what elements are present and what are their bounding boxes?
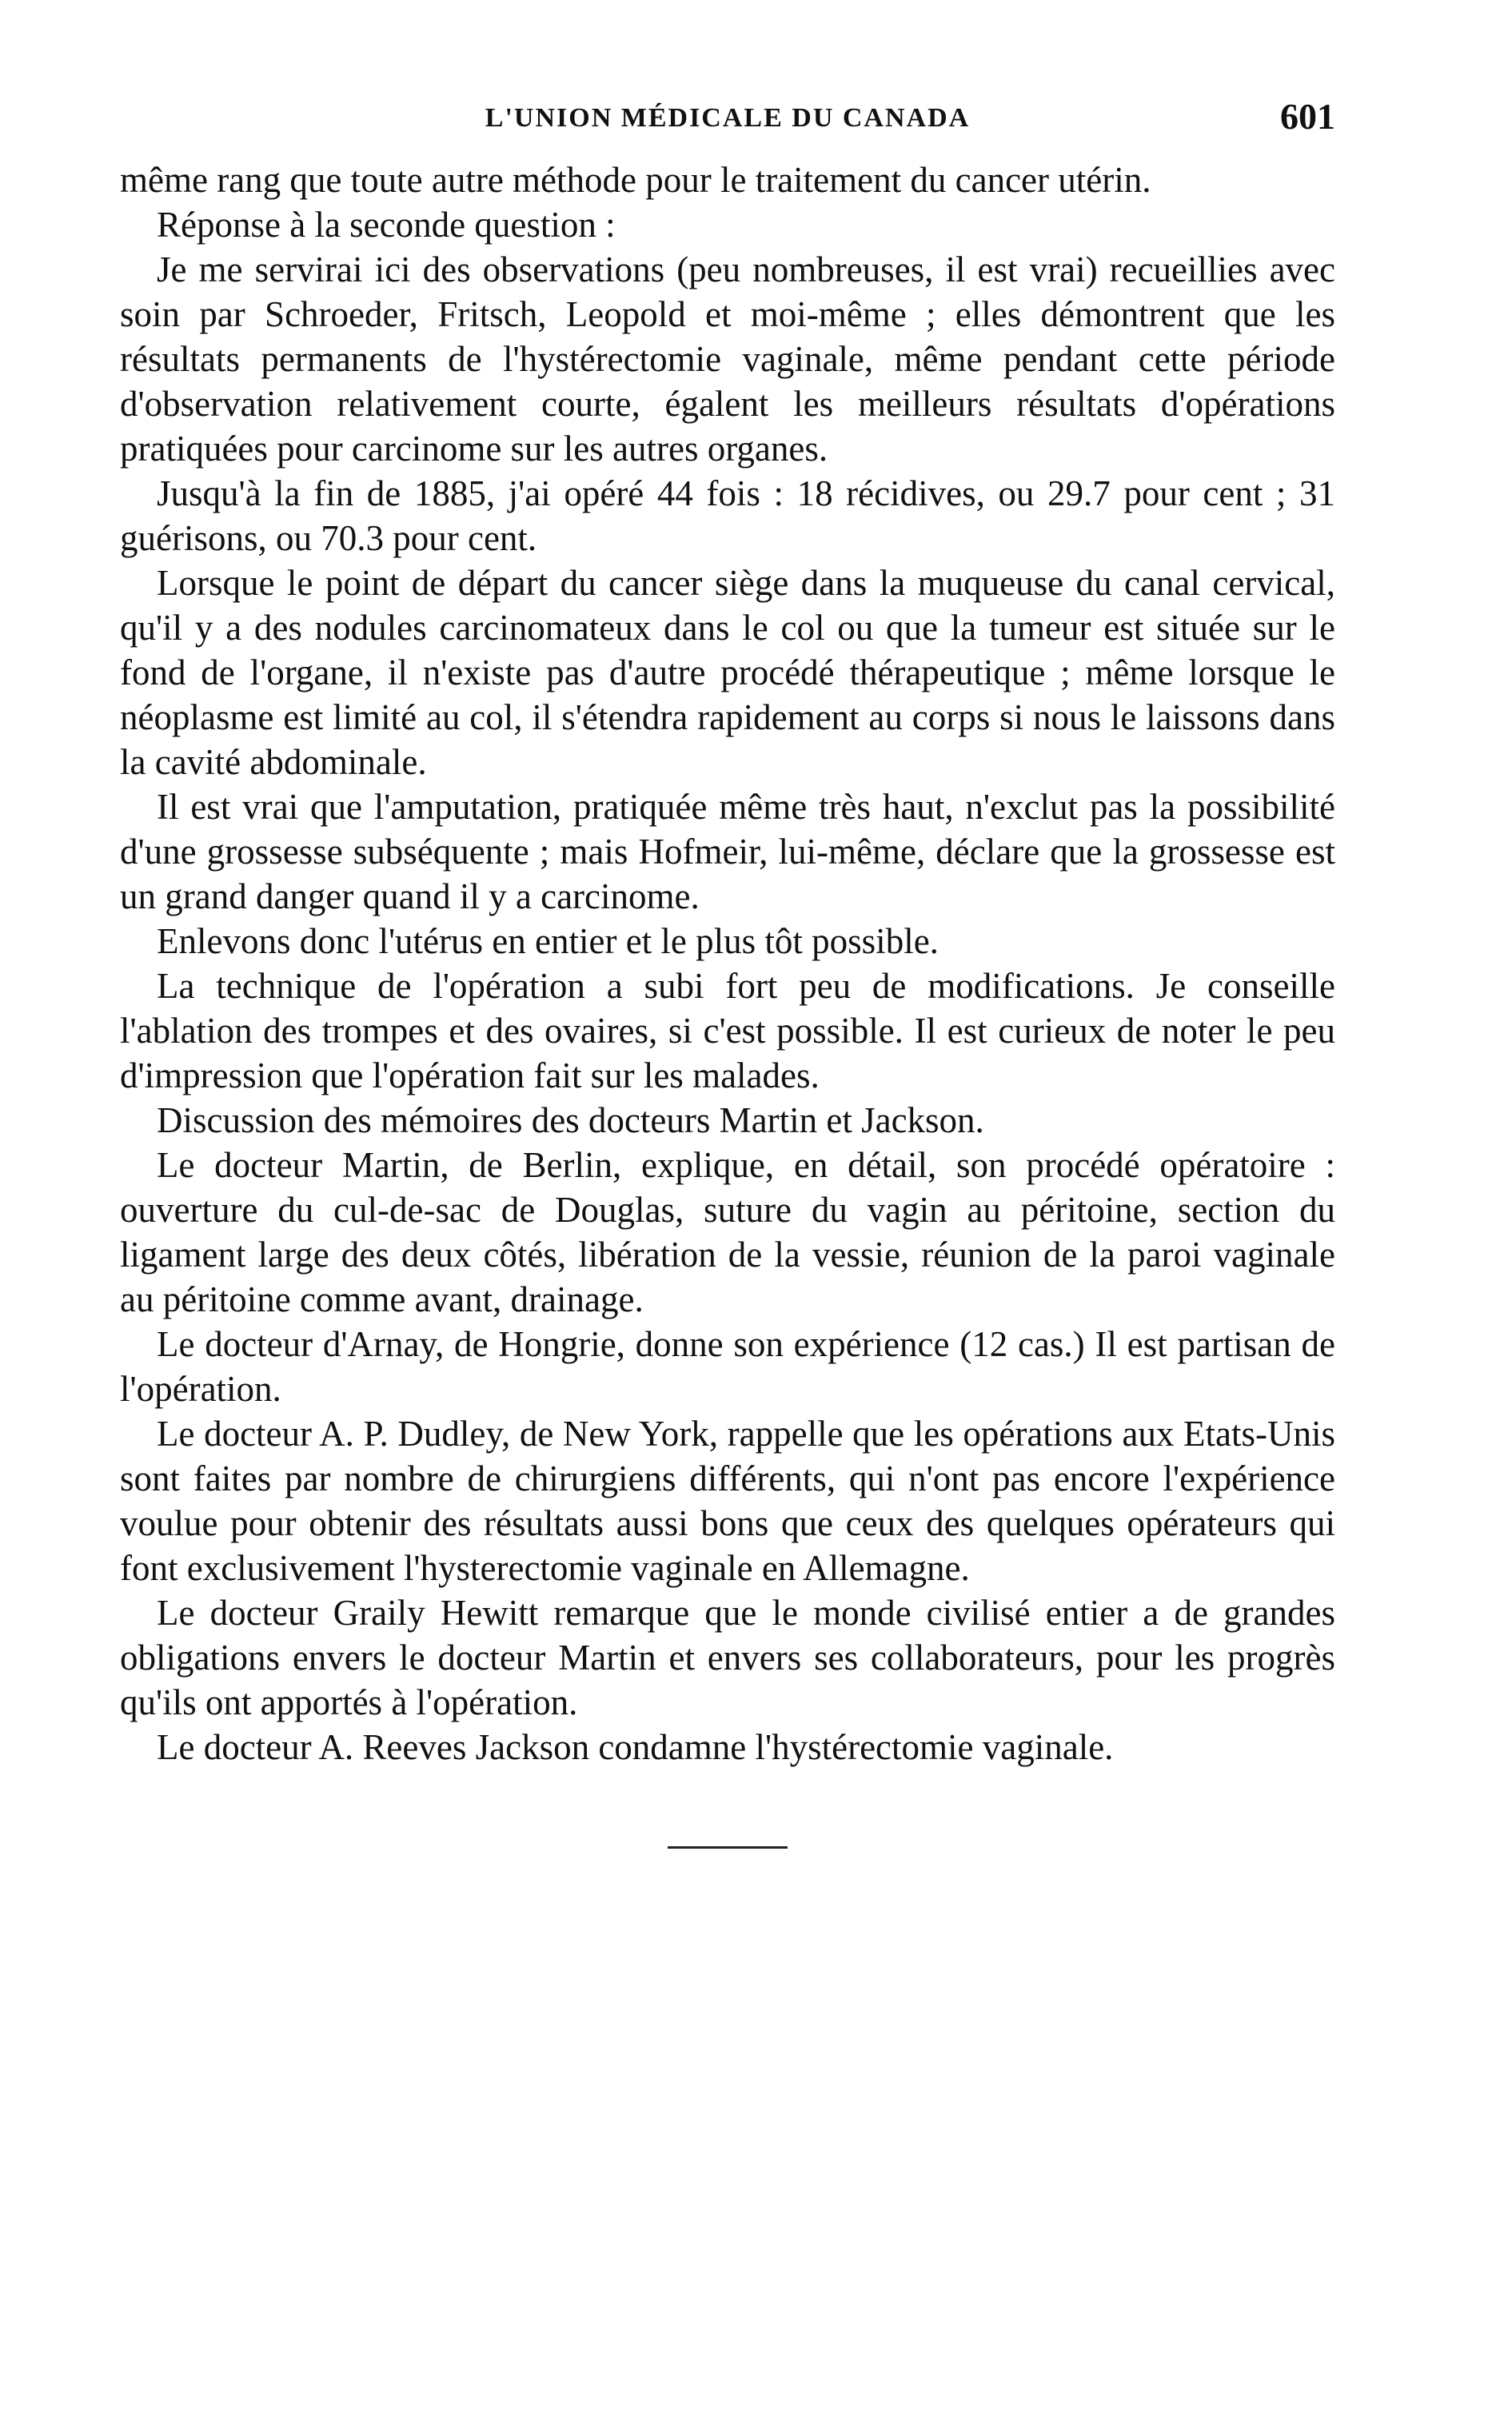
paragraph-jackson: Le docteur A. Reeves Jackson condamne l'hystérectomie vaginale. [157, 1727, 1114, 1767]
running-title: L'UNION MÉDICALE DU CANADA [485, 103, 971, 133]
paragraph-results: Jusqu'à la fin de 1885, j'ai opéré 44 fois : 18 récidives, ou 29.7 pour cent ; 31 guérisons, ou 70.3 pour cent. [120, 473, 1335, 558]
paragraph-technique: La technique de l'opération a subi fort peu de modifications. Je conseille l'ablation des trompes et des ovaires, si c'est possible. Il est curieux de noter le peu d'impression que l'opération fait sur les malades. [120, 966, 1335, 1095]
paragraph-continuation: même rang que toute autre méthode pour le traitement du cancer utérin. [120, 160, 1151, 200]
paragraph-discussion: Discussion des mémoires des docteurs Martin et Jackson. [157, 1100, 984, 1140]
page-number: 601 [1280, 96, 1335, 137]
paragraph-cervical-cancer: Lorsque le point de départ du cancer siège dans la muqueuse du canal cervical, qu'il y a des nodules carcinomateux dans le col ou que la tumeur est située sur le fond de l'organe, il n'existe pas d'autre procédé thérapeutique ; même lorsque le néoplasme est limité au col, il s'étendra rapidement au corps si nous le laissons dans la cavité abdominale. [120, 563, 1335, 782]
paragraph-remove-uterus: Enlevons donc l'utérus en entier et le plus tôt possible. [157, 921, 939, 961]
paragraph-dudley: Le docteur A. P. Dudley, de New York, rappelle que les opérations aux Etats-Unis sont faites par nombre de chirurgiens différents, qui n'ont pas encore l'expérience voulue pour obtenir des résultats aussi bons que ceux des quelques opérateurs qui font exclusivement l'hysterectomie vaginale en Allemagne. [120, 1414, 1335, 1588]
running-header [120, 92, 1335, 148]
paragraph-martin: Le docteur Martin, de Berlin, explique, en détail, son procédé opératoire : ouverture du cul-de-sac de Douglas, suture du vagin au péritoine, section du ligament large des deux côtés, libération de la vessie, réunion de la paroi vaginale au péritoine comme avant, drainage. [120, 1145, 1335, 1319]
paragraph-amputation: Il est vrai que l'amputation, pratiquée même très haut, n'exclut pas la possibilité d'une grossesse subséquente ; mais Hofmeir, lui-même, déclare que la grossesse est un grand danger quand il y a carcinome. [120, 787, 1335, 916]
article-body [120, 158, 1335, 1770]
paragraph-hewitt: Le docteur Graily Hewitt remarque que le monde civilisé entier a de grandes obligations envers le docteur Martin et envers ses collaborateurs, pour les progrès qu'ils ont apportés à l'opération. [120, 1593, 1335, 1722]
document-page [120, 92, 1335, 1849]
section-end-rule [668, 1846, 788, 1849]
paragraph-arnay: Le docteur d'Arnay, de Hongrie, donne son expérience (12 cas.) Il est partisan de l'opération. [120, 1324, 1335, 1409]
paragraph-observations: Je me servirai ici des observations (peu nombreuses, il est vrai) recueillies avec soin par Schroeder, Fritsch, Leopold et moi-même ; elles démontrent que les résultats permanents de l'hystérectomie vaginale, même pendant cette période d'observation relativement courte, égalent les meilleurs résultats d'opérations pratiquées pour carcinome sur les autres organes. [120, 249, 1335, 469]
paragraph-second-question: Réponse à la seconde question : [157, 205, 616, 245]
